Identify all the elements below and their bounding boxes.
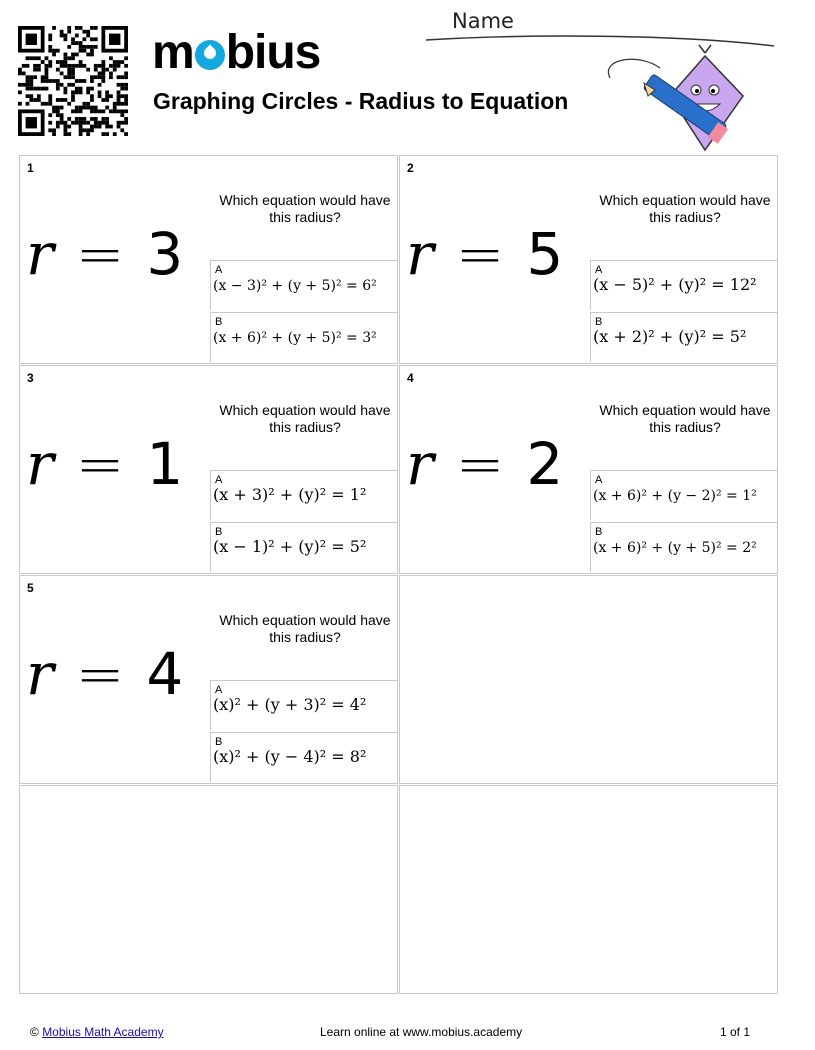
option-label: B [595,316,603,328]
option-label: B [215,316,223,328]
radius-expression [26,214,183,294]
option-b[interactable] [210,312,398,362]
page-number: 1 of 1 [720,1025,751,1039]
radius-expression [406,214,563,294]
equals-sign: = [455,430,505,498]
footer-copyright: © Mobius Math Academy [30,1025,164,1039]
equals-sign: = [75,430,125,498]
radius-expression [26,634,183,714]
option-equation: (x)² + (y − 4)² = 8² [213,747,367,766]
problem-number: 2 [407,161,414,175]
radius-variable: r [26,220,54,288]
option-equation: (x − 3)² + (y + 5)² = 6² [213,278,377,294]
problem-cell [19,365,398,574]
problem-cell [399,155,778,364]
option-label: A [215,684,223,696]
option-equation: (x + 6)² + (y − 2)² = 1² [593,488,757,504]
radius-variable: r [406,430,434,498]
problem-cell [19,155,398,364]
option-label: A [595,474,603,486]
question-text: Which equation would have this radius? [219,192,391,225]
equals-sign: = [455,220,505,288]
option-a[interactable] [210,260,398,310]
question-text: Which equation would have this radius? [219,612,391,645]
option-label: B [595,526,603,538]
option-label: B [215,526,223,538]
radius-expression [26,424,183,504]
option-equation: (x + 2)² + (y)² = 5² [593,327,747,346]
option-equation: (x + 3)² + (y)² = 1² [213,485,367,504]
problem-number: 1 [27,161,34,175]
equals-sign: = [75,220,125,288]
radius-variable: r [406,220,434,288]
option-equation: (x + 6)² + (y + 5)² = 3² [213,330,377,346]
question-text: Which equation would have this radius? [599,192,771,225]
option-a[interactable] [210,680,398,730]
equals-sign: = [75,640,125,708]
option-equation: (x − 1)² + (y)² = 5² [213,537,367,556]
radius-expression [406,424,563,504]
empty-cell [399,785,778,994]
option-b[interactable] [210,522,398,572]
option-b[interactable] [590,312,778,362]
problem-number: 3 [27,371,34,385]
radius-value: 5 [526,220,564,288]
page-title: Graphing Circles - Radius to Equation [153,88,569,114]
radius-value: 3 [146,220,184,288]
empty-cell [399,575,778,784]
problem-grid [19,155,780,995]
option-a[interactable] [590,260,778,310]
option-b[interactable] [210,732,398,782]
option-label: A [215,474,223,486]
option-label: B [215,736,223,748]
name-label: Name [452,9,514,33]
radius-variable: r [26,430,54,498]
radius-value: 4 [146,640,184,708]
option-equation: (x − 5)² + (y)² = 12² [593,275,757,294]
option-a[interactable] [210,470,398,520]
problem-cell [19,575,398,784]
mobius-logo: m bius [152,26,321,79]
qr-code [18,26,128,136]
mobius-academy-link[interactable]: Mobius Math Academy [42,1025,164,1039]
option-label: A [595,264,603,276]
question-text: Which equation would have this radius? [219,402,391,435]
radius-value: 1 [146,430,184,498]
logo-drop-icon [195,40,225,70]
pencil-mascot-icon [600,38,750,158]
footer-url-text: Learn online at www.mobius.academy [320,1025,523,1039]
radius-value: 2 [526,430,564,498]
option-label: A [215,264,223,276]
option-a[interactable] [590,470,778,520]
question-text: Which equation would have this radius? [599,402,771,435]
option-equation: (x + 6)² + (y + 5)² = 2² [593,540,757,556]
radius-variable: r [26,640,54,708]
problem-number: 4 [407,371,414,385]
problem-cell [399,365,778,574]
problem-number: 5 [27,581,34,595]
empty-cell [19,785,398,994]
option-equation: (x)² + (y + 3)² = 4² [213,695,367,714]
option-b[interactable] [590,522,778,572]
